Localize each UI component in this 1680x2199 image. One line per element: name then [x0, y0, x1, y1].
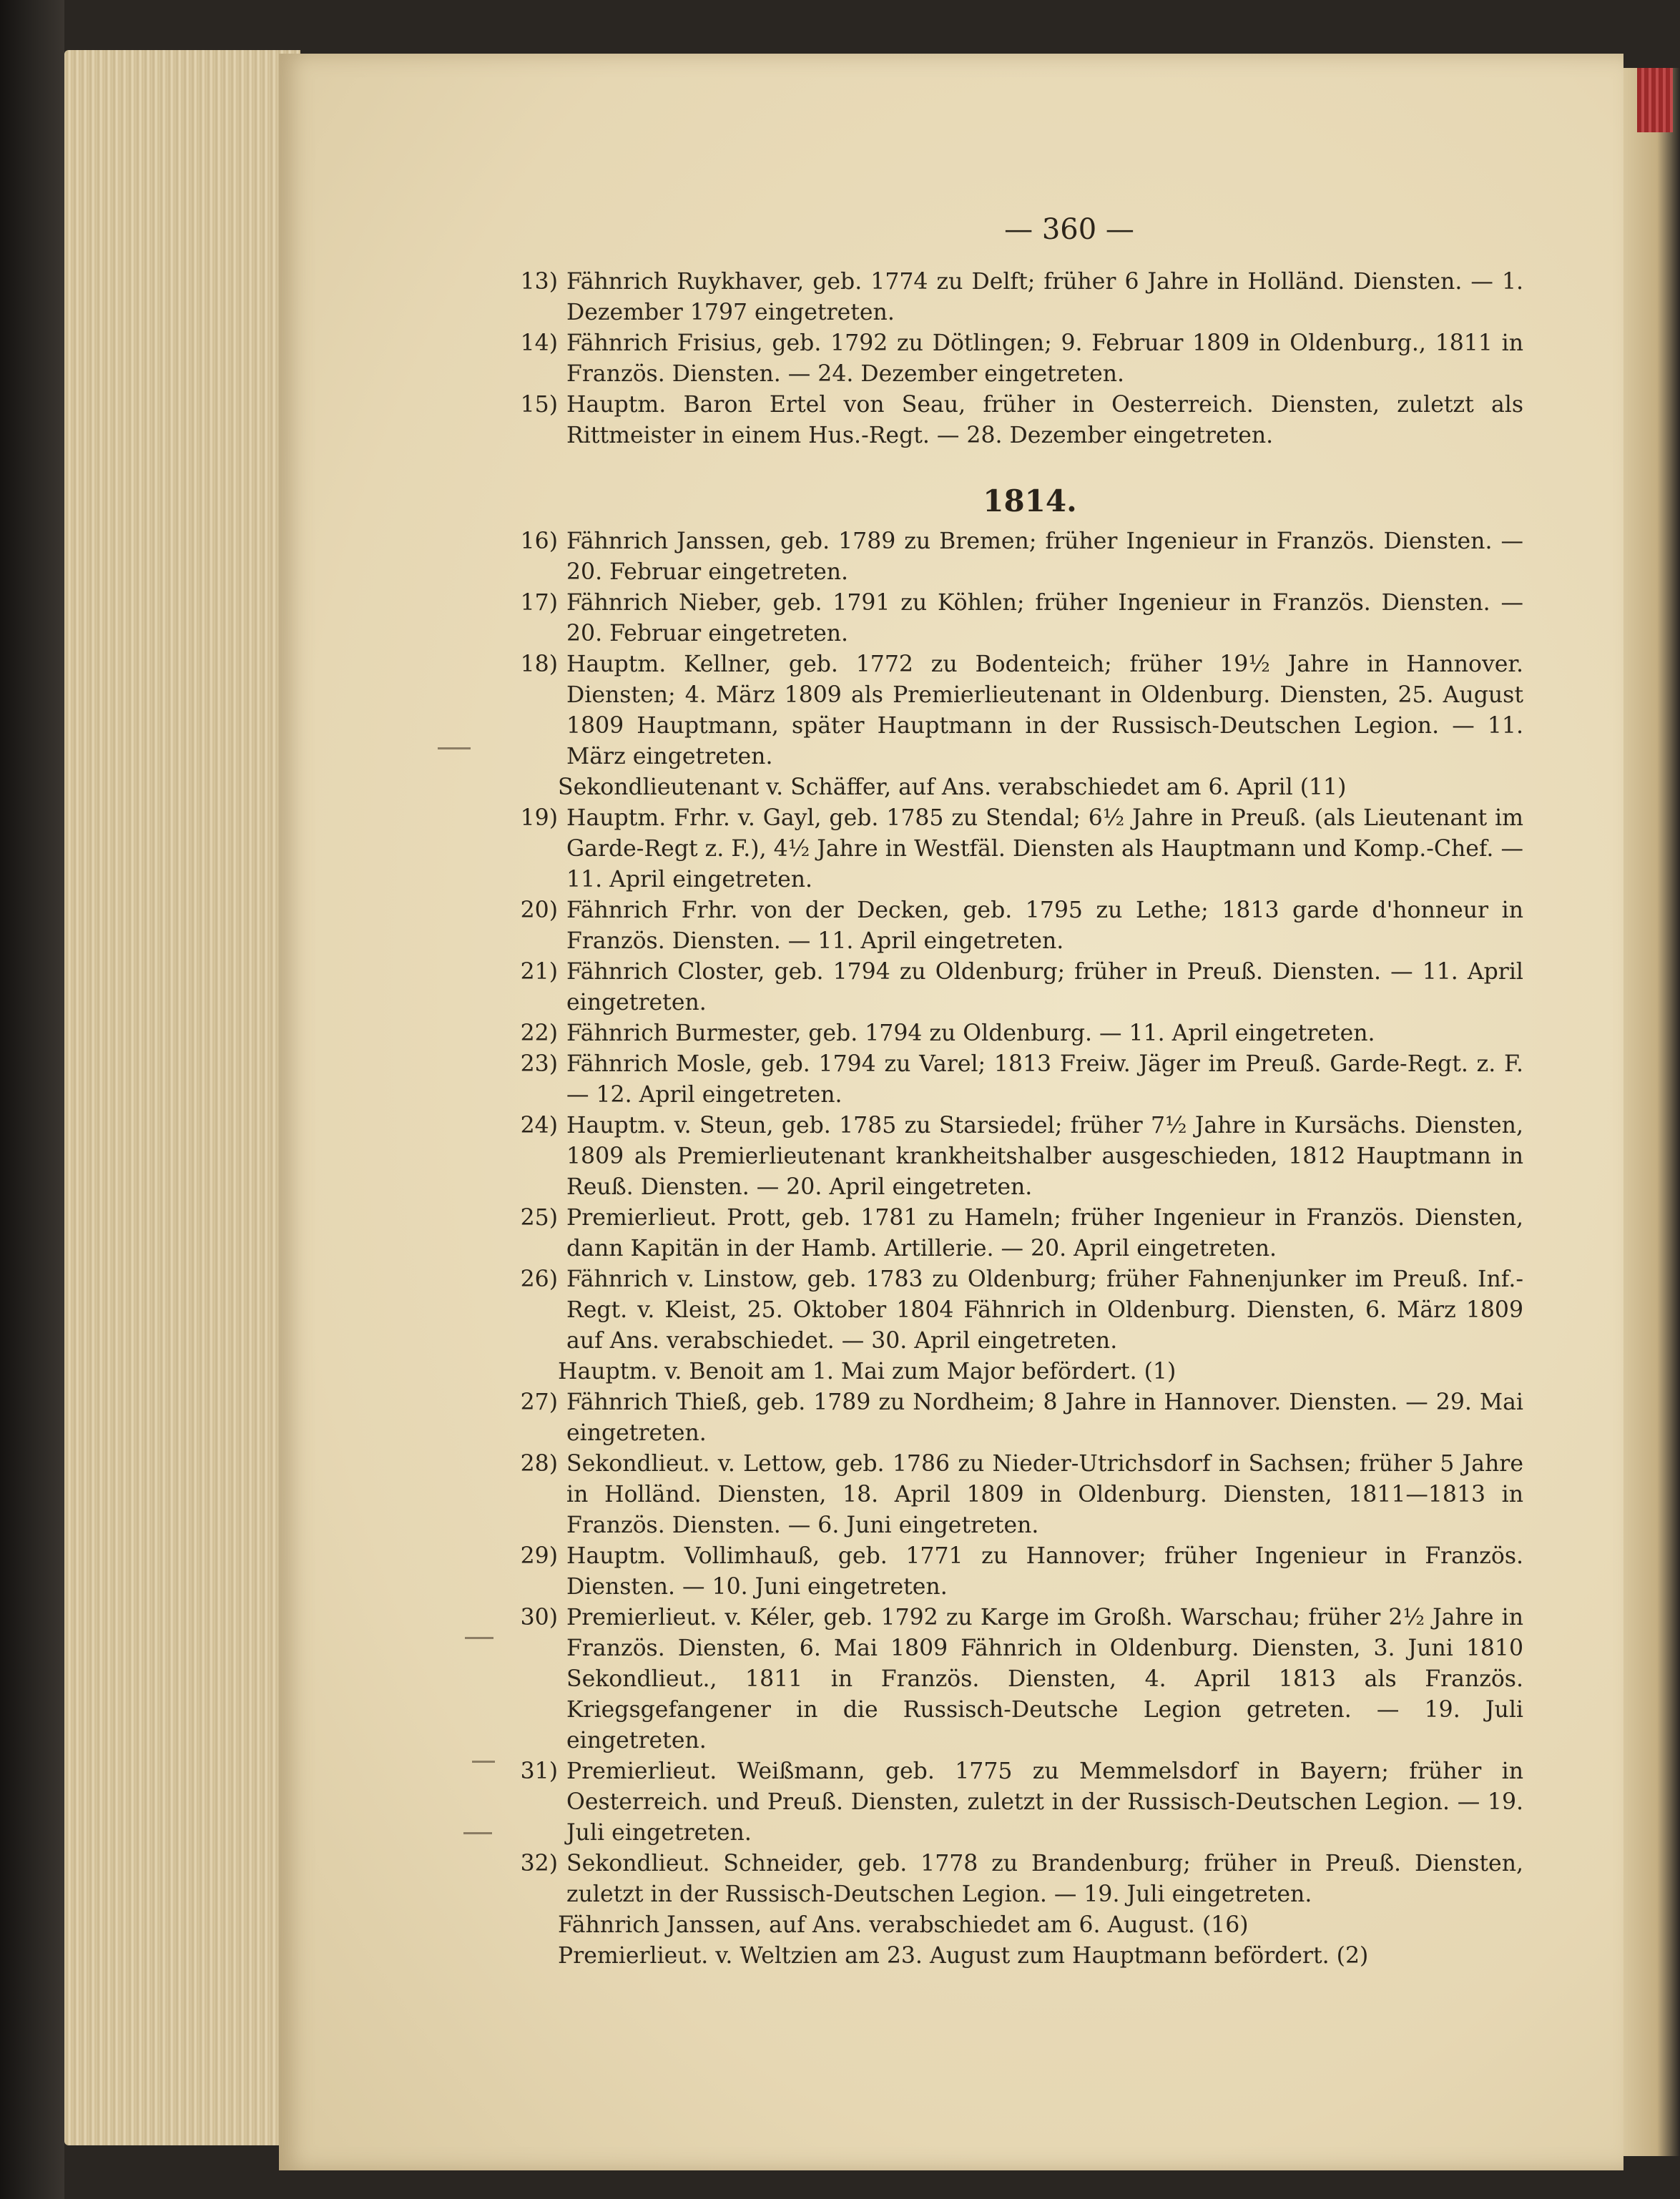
entry-text: Fähnrich Closter, geb. 1794 zu Oldenburg; früher in Preuß. Diensten. — 11. April eingetreten.	[566, 959, 1523, 1015]
entry-text: Sekondlieut. v. Lettow, geb. 1786 zu Nieder-Utrichsdorf in Sachsen; früher 5 Jahre in Holländ. Diensten, 18. April 1809 in Oldenburg. Diensten, 1811—1813 in Französ. Diensten. — 6. Juni eingetreten.	[566, 1451, 1523, 1538]
entry-row	[508, 1018, 1523, 1049]
entry-row	[508, 267, 1523, 328]
entry-text: Hauptm. Vollimhauß, geb. 1771 zu Hannover; früher Ingenieur in Französ. Diensten. — 10. Juni eingetreten.	[566, 1543, 1523, 1600]
entry-text: Fähnrich Nieber, geb. 1791 zu Köhlen; früher Ingenieur in Französ. Diensten. — 20. Februar eingetreten.	[566, 590, 1523, 646]
entries-before-1814	[508, 267, 1523, 451]
entry-number: 30)	[520, 1605, 558, 1630]
entry-number: 27)	[520, 1389, 558, 1415]
entry-text: Hauptm. Baron Ertel von Seau, früher in Oesterreich. Diensten, zuletzt als Rittmeister in einem Hus.-Regt. — 28. Dezember eingetreten.	[566, 392, 1523, 448]
entry-row	[508, 649, 1523, 772]
note-line: Hauptm. v. Benoit am 1. Mai zum Major befördert. (1)	[558, 1359, 1177, 1384]
entry-row	[508, 1203, 1523, 1264]
entry-number: 17)	[520, 590, 558, 616]
entry-text: Hauptm. Frhr. v. Gayl, geb. 1785 zu Stendal; 6½ Jahre in Preuß. (als Lieutenant im Garde-Regt z. F.), 4½ Jahre in Westfäl. Diensten als Hauptmann und Komp.-Chef. — 11. April eingetreten.	[566, 805, 1523, 892]
margin-mark	[438, 747, 471, 749]
entry-number: 24)	[520, 1113, 558, 1138]
entry-text: Fähnrich Janssen, geb. 1789 zu Bremen; früher Ingenieur in Französ. Diensten. — 20. Februar eingetreten.	[566, 528, 1523, 585]
entry-number: 22)	[520, 1020, 558, 1046]
note-line: Sekondlieutenant v. Schäffer, auf Ans. verabschiedet am 6. April (11)	[558, 774, 1347, 800]
entry-row	[508, 895, 1523, 957]
entry-row	[508, 526, 1523, 588]
entry-row	[508, 1849, 1523, 1910]
entry-number: 13)	[520, 269, 558, 295]
entry-text: Premierlieut. Prott, geb. 1781 zu Hameln; früher Ingenieur in Französ. Diensten, dann Kapitän in der Hamb. Artillerie. — 20. April eingetreten.	[566, 1205, 1523, 1261]
note-line: Fähnrich Janssen, auf Ans. verabschiedet am 6. August. (16)	[558, 1912, 1249, 1938]
entry-row	[508, 390, 1523, 451]
entry-row	[508, 1603, 1523, 1756]
entry-text: Hauptm. v. Steun, geb. 1785 zu Starsiedel; früher 7½ Jahre in Kursächs. Diensten, 1809 als Premierlieutenant krankheitshalber ausgeschieden, 1812 Hauptmann in Reuß. Diensten. — 20. April eingetreten.	[566, 1113, 1523, 1200]
year-heading: 1814.	[983, 483, 1077, 518]
entry-text: Sekondlieut. Schneider, geb. 1778 zu Brandenburg; früher in Preuß. Diensten, zuletzt in der Russisch-Deutschen Legion. — 19. Juli eingetreten.	[566, 1851, 1523, 1907]
entry-row	[508, 1387, 1523, 1449]
entries-1814	[508, 526, 1523, 1972]
entry-row	[508, 1541, 1523, 1603]
entry-row	[508, 588, 1523, 649]
entry-number: 20)	[520, 897, 558, 923]
entry-text: Fähnrich Burmester, geb. 1794 zu Oldenburg. — 11. April eingetreten.	[566, 1020, 1375, 1046]
entry-number: 14)	[520, 330, 558, 356]
entry-number: 29)	[520, 1543, 558, 1569]
page-number: — 360 —	[1004, 213, 1134, 246]
entry-row	[508, 1049, 1523, 1111]
entry-number: 15)	[520, 392, 558, 418]
entry-row	[508, 803, 1523, 895]
entry-row	[508, 1264, 1523, 1357]
entry-row	[508, 1111, 1523, 1203]
entry-text: Fähnrich v. Linstow, geb. 1783 zu Oldenburg; früher Fahnenjunker im Preuß. Inf.-Regt. v. Kleist, 25. Oktober 1804 Fähnrich in Oldenburg. Diensten, 6. März 1809 auf Ans. verabschiedet. — 30. April eingetreten.	[566, 1266, 1523, 1354]
entry-text: Hauptm. Kellner, geb. 1772 zu Bodenteich; früher 19½ Jahre in Hannover. Diensten; 4. März 1809 als Premierlieutenant in Oldenburg. Diensten, 25. August 1809 Hauptmann, später Hauptmann in der Russisch-Deutschen Legion. — 11. März eingetreten.	[566, 651, 1523, 769]
entry-row	[508, 1449, 1523, 1541]
entry-number: 21)	[520, 959, 558, 985]
entry-number: 18)	[520, 651, 558, 677]
entry-text: Fähnrich Ruykhaver, geb. 1774 zu Delft; früher 6 Jahre in Holländ. Diensten. — 1. Dezember 1797 eingetreten.	[566, 269, 1523, 325]
entry-number: 23)	[520, 1051, 558, 1077]
entry-text: Fähnrich Frisius, geb. 1792 zu Dötlingen; 9. Februar 1809 in Oldenburg., 1811 in Französ. Diensten. — 24. Dezember eingetreten.	[566, 330, 1523, 387]
entry-text: Fähnrich Thieß, geb. 1789 zu Nordheim; 8 Jahre in Hannover. Diensten. — 29. Mai eingetreten.	[566, 1389, 1523, 1446]
right-page-edge	[1623, 68, 1680, 2156]
entry-row	[508, 328, 1523, 390]
entry-number: 32)	[520, 1851, 558, 1876]
margin-mark	[463, 1832, 492, 1834]
entry-number: 26)	[520, 1266, 558, 1292]
entry-number: 19)	[520, 805, 558, 831]
entry-text: Fähnrich Mosle, geb. 1794 zu Varel; 1813 Freiw. Jäger im Preuß. Garde-Regt. z. F. — 12. April eingetreten.	[566, 1051, 1523, 1108]
book-spine	[0, 0, 64, 2199]
entry-text: Premierlieut. v. Kéler, geb. 1792 zu Karge im Großh. Warschau; früher 2½ Jahre in Französ. Diensten, 6. Mai 1809 Fähnrich in Oldenburg. Diensten, 3. Juni 1810 Sekondlieut., 1811 in Französ. Diensten, 4. April 1813 als Französ. Kriegsgefangener in die Russisch-Deutsche Legion getreten. — 19. Juli eingetreten.	[566, 1605, 1523, 1753]
entry-number: 28)	[520, 1451, 558, 1477]
entry-number: 16)	[520, 528, 558, 554]
entry-row	[508, 1756, 1523, 1849]
text-block	[508, 215, 1523, 1972]
entry-text: Premierlieut. Weißmann, geb. 1775 zu Memmelsdorf in Bayern; früher in Oesterreich. und Preuß. Diensten, zuletzt in der Russisch-Deutschen Legion. — 19. Juli eingetreten.	[566, 1758, 1523, 1846]
margin-mark	[472, 1761, 495, 1763]
bookmark-band	[1637, 68, 1673, 132]
entry-text: Fähnrich Frhr. von der Decken, geb. 1795 zu Lethe; 1813 garde d'honneur in Französ. Diensten. — 11. April eingetreten.	[566, 897, 1523, 954]
note-line: Premierlieut. v. Weltzien am 23. August zum Hauptmann befördert. (2)	[558, 1943, 1369, 1969]
page-edges	[64, 50, 300, 2145]
entry-number: 25)	[520, 1205, 558, 1231]
entry-row	[508, 957, 1523, 1018]
margin-mark	[465, 1637, 493, 1639]
entry-number: 31)	[520, 1758, 558, 1784]
